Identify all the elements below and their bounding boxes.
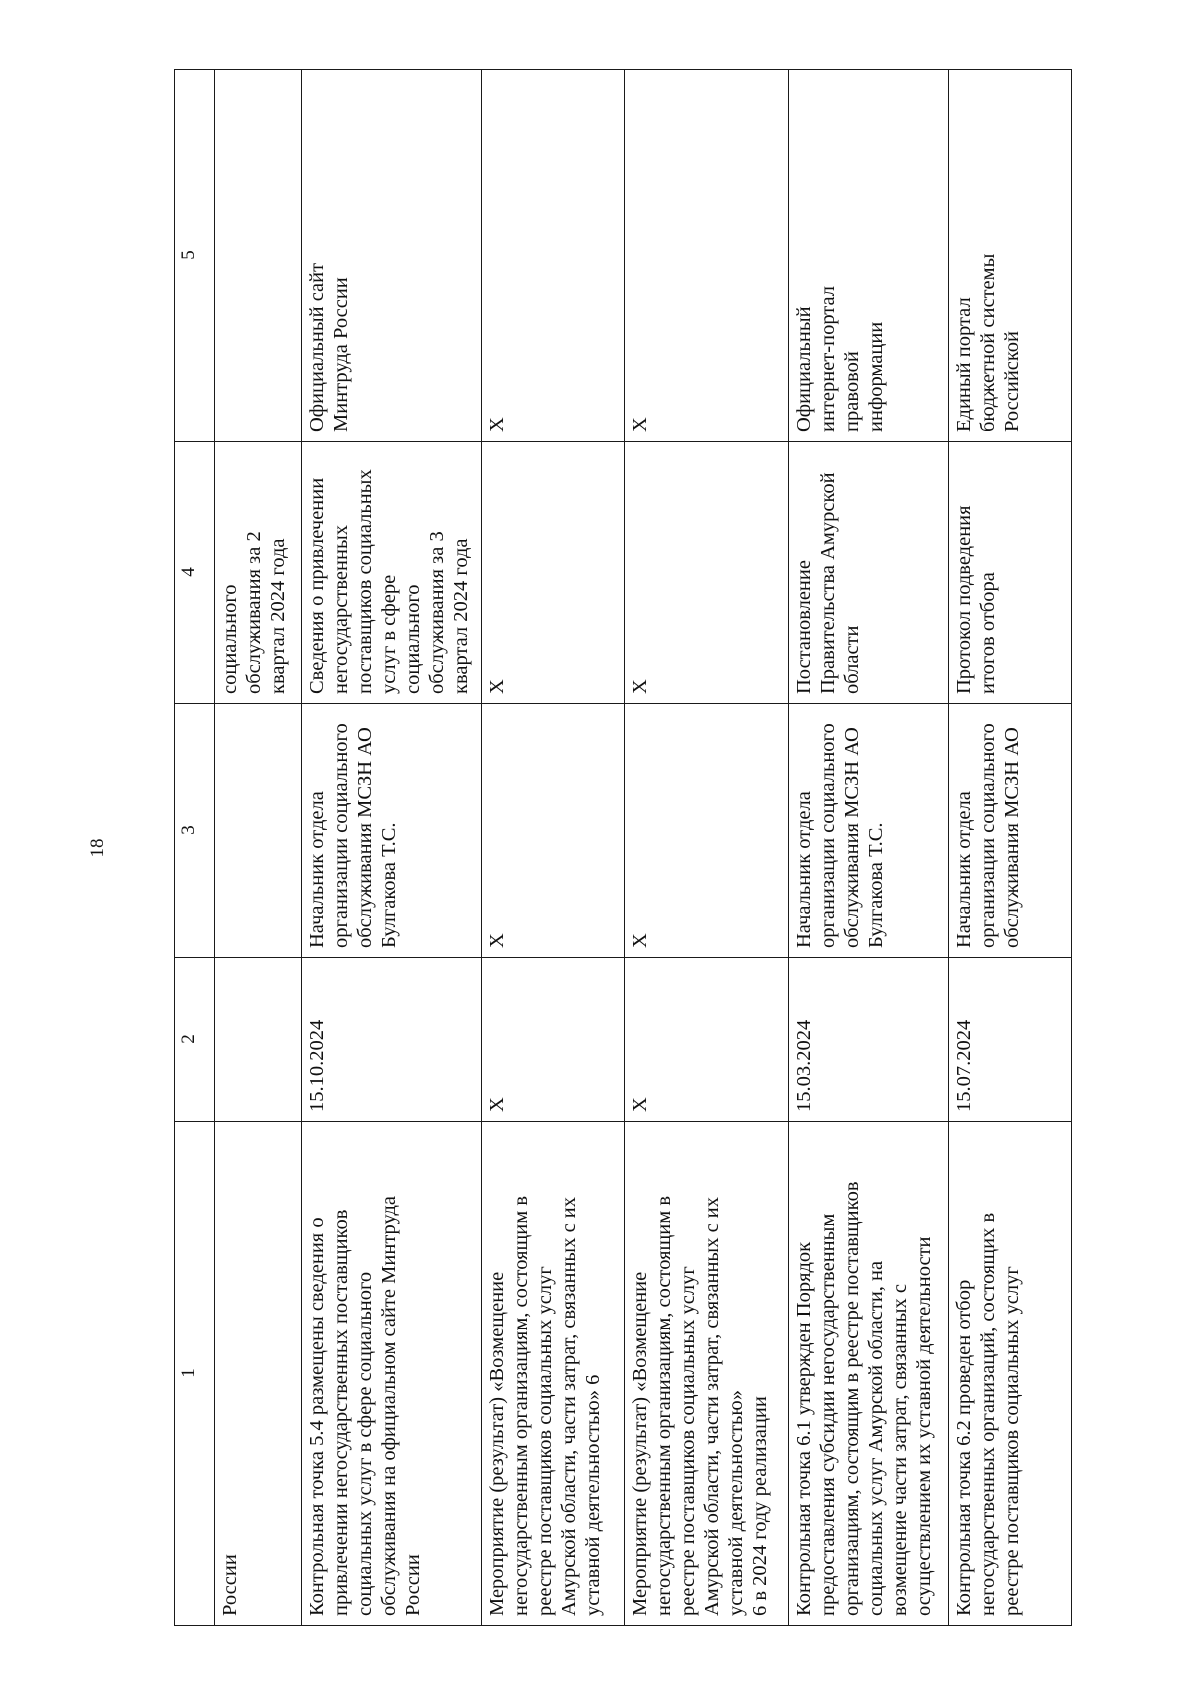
row-name-cell: России (215, 1122, 302, 1626)
deadline-cell: 15.10.2024 (302, 958, 482, 1122)
row-name-cell: Контрольная точка 6.1 утвержден Порядок предоставления субсидии негосударственным организациям, состоящим в реестре поставщиков социальных услуг Амурской области, на возмещение части затрат, связанных с осуществлением их уставной деятельности (789, 1122, 949, 1626)
deadline-cell: X (625, 958, 789, 1122)
table-row (482, 70, 625, 1626)
column-header-2: 2 (175, 958, 215, 1122)
table-row (789, 70, 949, 1626)
deadline-cell: X (482, 958, 625, 1122)
info-system-cell (215, 70, 302, 442)
row-name-cell: Контрольная точка 6.2 проведен отбор негосударственных организаций, состоящих в реестре поставщиков социальных услуг (949, 1122, 1072, 1626)
responsible-cell: Начальник отдела организации социального обслуживания МСЗН АО Булгакова Т.С. (789, 704, 949, 958)
table-row (625, 70, 789, 1626)
column-header-3: 3 (175, 704, 215, 958)
info-system-cell: Официальный интернет-портал правовой информации (789, 70, 949, 442)
column-header-5: 5 (175, 70, 215, 442)
responsible-cell: X (625, 704, 789, 958)
deadline-cell (215, 958, 302, 1122)
responsible-cell: Начальник отдела организации социального обслуживания МСЗН АО Булгакова Т.С. (302, 704, 482, 958)
table-row (949, 70, 1072, 1626)
document-type-cell: X (482, 442, 625, 704)
responsible-cell: X (482, 704, 625, 958)
column-header-4: 4 (175, 442, 215, 704)
table-row (215, 70, 302, 1626)
document-type-cell: Постановление Правительства Амурской области (789, 442, 949, 704)
info-system-cell: Единый портал бюджетной системы Российской (949, 70, 1072, 442)
deadline-cell: 15.03.2024 (789, 958, 949, 1122)
info-system-cell: X (482, 70, 625, 442)
info-system-cell: X (625, 70, 789, 442)
control-points-table (174, 69, 1072, 1626)
page-number: 18 (87, 838, 108, 858)
document-type-cell: X (625, 442, 789, 704)
row-name-cell: Мероприятие (результат) «Возмещение негосударственным организациям, состоящим в реестре поставщиков социальных услуг Амурской области, части затрат, связанных с их уставной деятельностью» 6 (482, 1122, 625, 1626)
responsible-cell: Начальник отдела организации социального обслуживания МСЗН АО (949, 704, 1072, 958)
row-name-cell: Контрольная точка 5.4 размещены сведения о привлечении негосударственных поставщиков социальных услуг в сфере социального обслуживания на официальном сайте Минтруда России (302, 1122, 482, 1626)
deadline-cell: 15.07.2024 (949, 958, 1072, 1122)
document-type-cell: социального обслуживания за 2 квартал 2024 года (215, 442, 302, 704)
document-type-cell: Сведения о привлечении негосударственных поставщиков социальных услуг в сфере социального обслуживания за 3 квартал 2024 года (302, 442, 482, 704)
table-header-row (175, 70, 215, 1626)
row-name-cell: Мероприятие (результат) «Возмещение негосударственным организациям, состоящим в реестре поставщиков социальных услуг Амурской области, части затрат, связанных с их уставной деятельностью» 6 в 2024 году реализации (625, 1122, 789, 1626)
rotated-table-container (174, 70, 1071, 1626)
column-header-1: 1 (175, 1122, 215, 1626)
responsible-cell (215, 704, 302, 958)
document-type-cell: Протокол подведения итогов отбора (949, 442, 1072, 704)
info-system-cell: Официальный сайт Минтруда России (302, 70, 482, 442)
table-row (302, 70, 482, 1626)
